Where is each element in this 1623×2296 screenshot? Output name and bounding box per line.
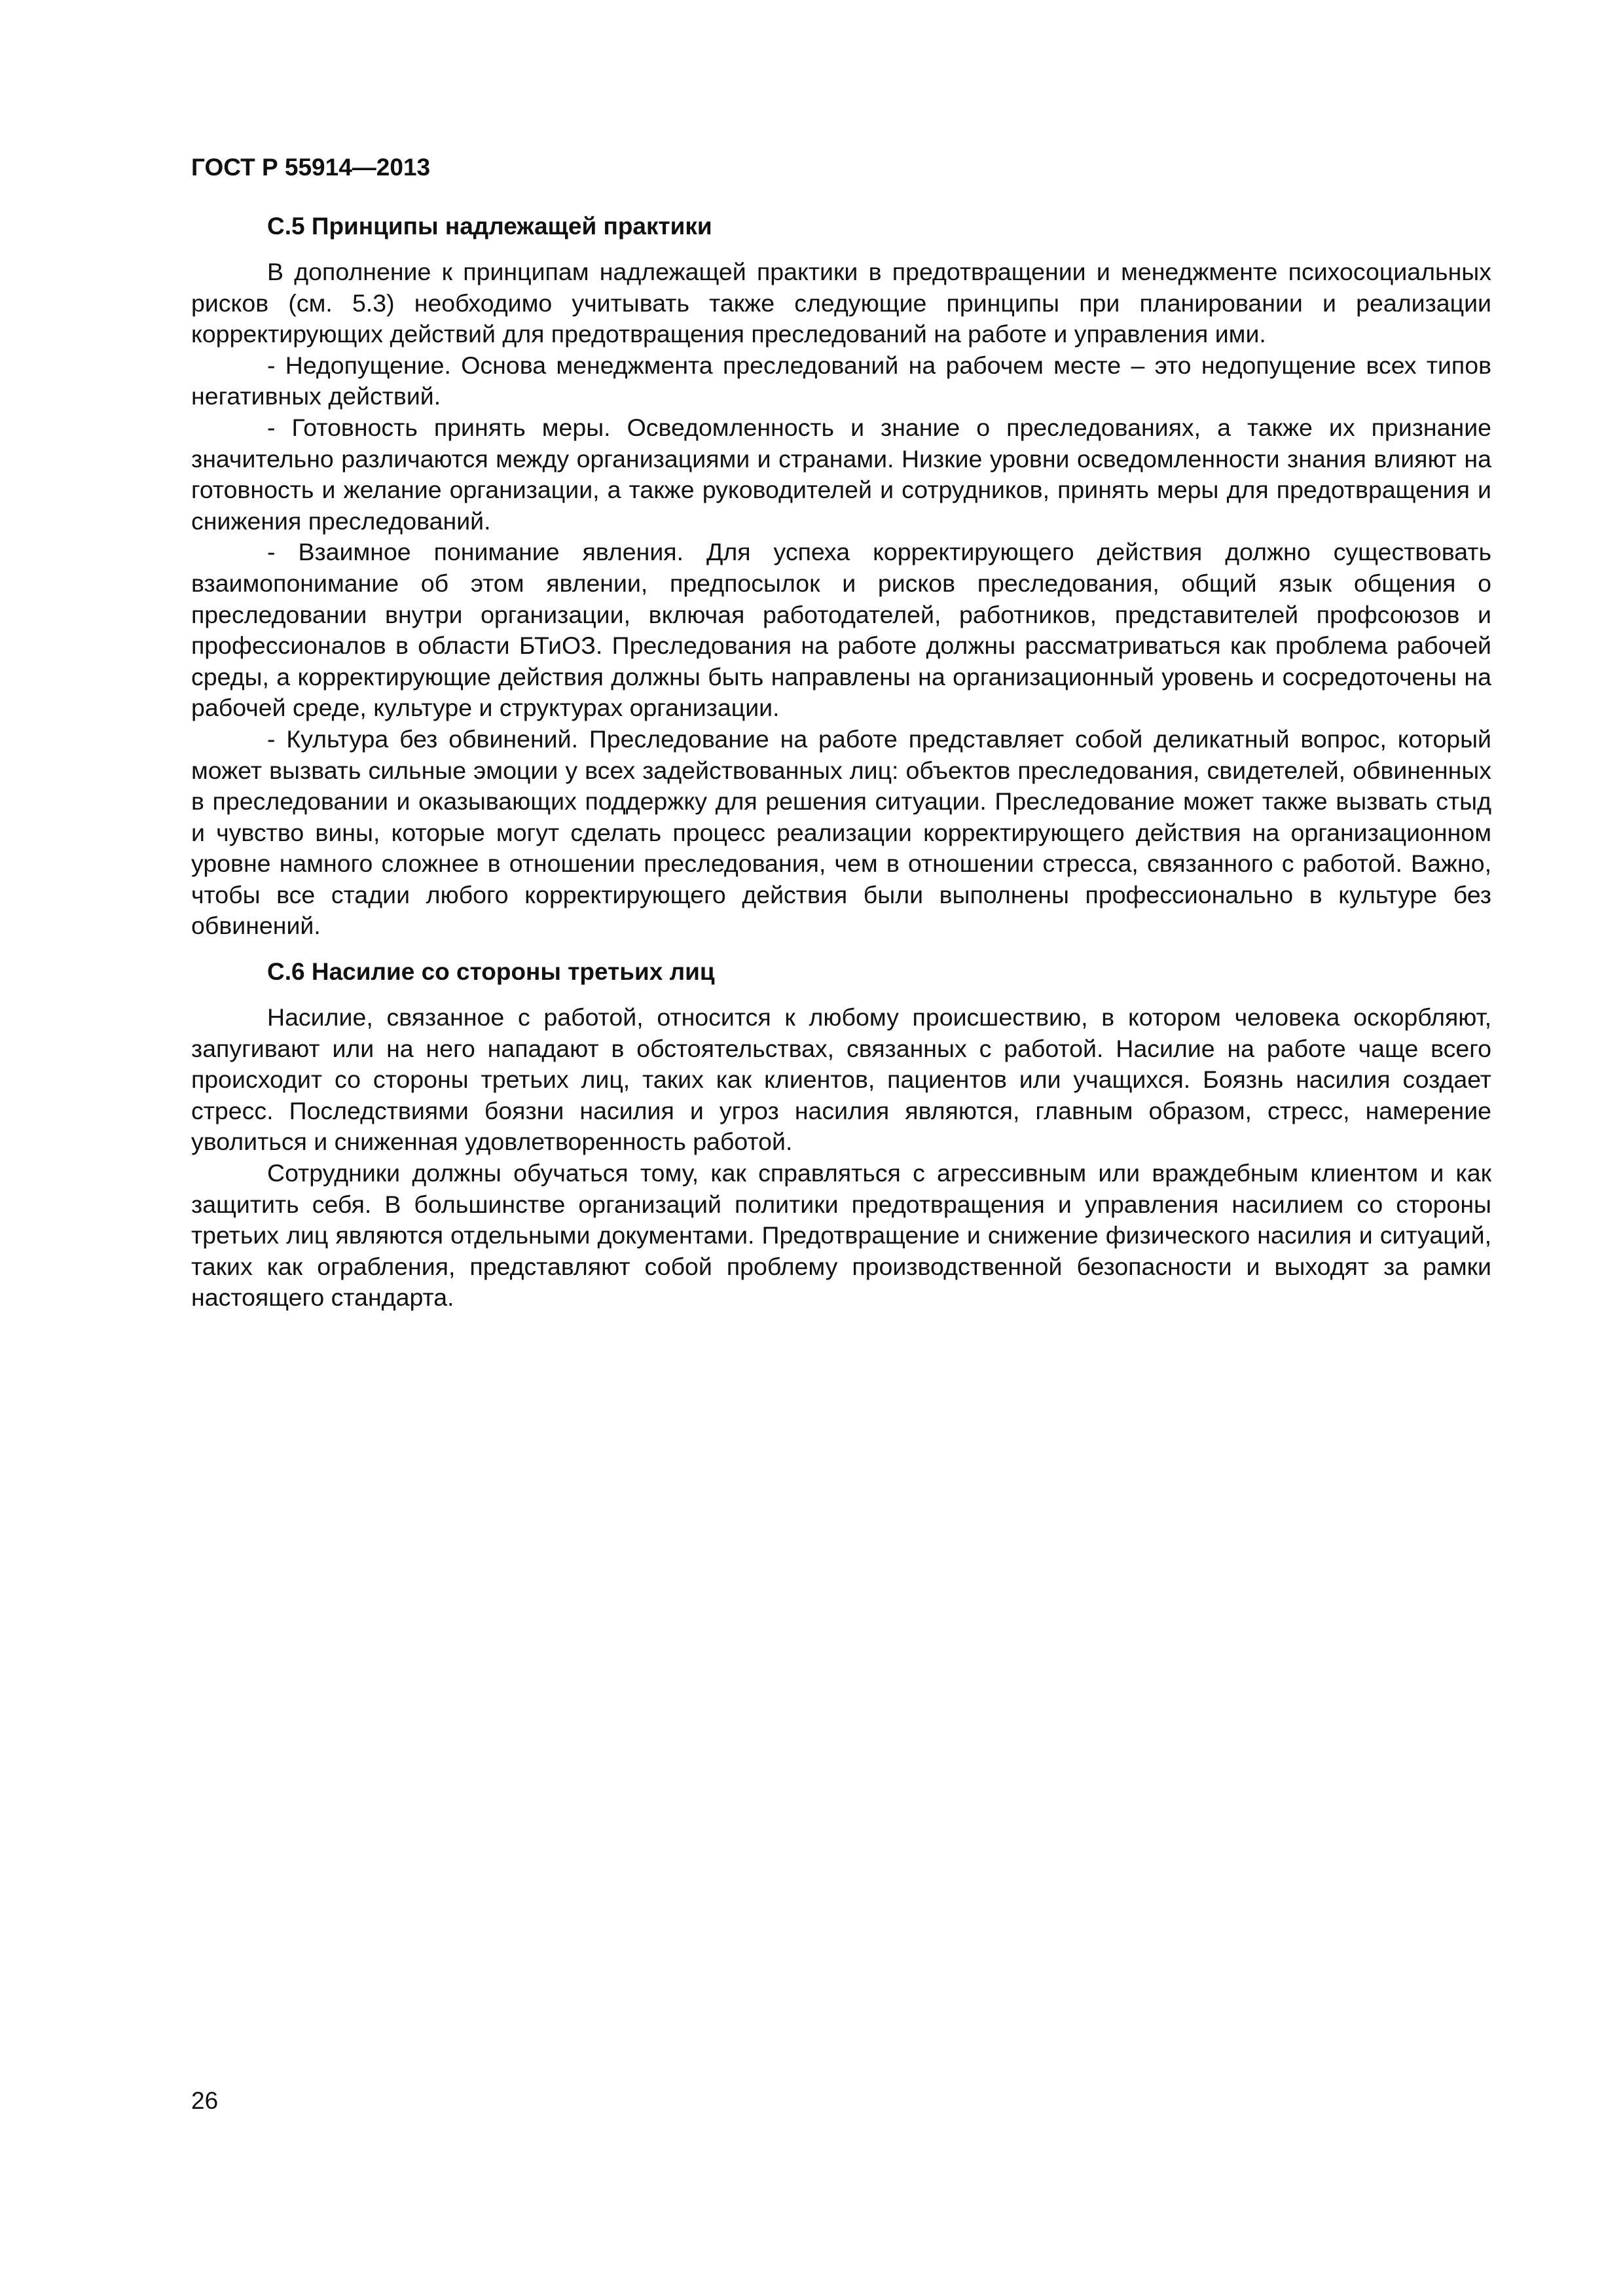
section-c5 — [191, 211, 1491, 942]
paragraph: В дополнение к принципам надлежащей практики в предотвращении и менеджменте психосоциальных рисков (см. 5.3) необходимо учитывать также следующие принципы при планировании и реализации корректирующих действий для предотвращения преследований на работе и управления ими. — [191, 258, 1491, 348]
page-number: 26 — [191, 2087, 219, 2114]
document-body — [191, 211, 1491, 1314]
section-heading: С.6 Насилие со стороны третьих лиц — [267, 958, 715, 986]
document-header: ГОСТ Р 55914—2013 — [191, 154, 431, 181]
paragraph: Насилие, связанное с работой, относится к любому происшествию, в котором человека оскорбляют, запугивают или на него нападают в обстоятельствах, связанных с работой. Насилие на работе чаще всего происходит со стороны третьих лиц, таких как клиентов, пациентов или учащихся. Боязнь насилия создает стресс. Последствиями боязни насилия и угроз насилия являются, главным образом, стресс, намерение уволиться и сниженная удовлетворенность работой. — [191, 1003, 1491, 1156]
section-c6 — [191, 956, 1491, 1314]
paragraph: - Культура без обвинений. Преследование на работе представляет собой деликатный вопрос, который может вызвать сильные эмоции у всех задействованных лиц: объектов преследования, свидетелей, обвиненных в преследовании и оказывающих поддержку для решения ситуации. Преследование может также вызвать стыд и чувство вины, которые могут сделать процесс реализации корректирующего действия на организационном уровне намного сложнее в отношении преследования, чем в отношении стресса, связанного с работой. Важно, чтобы все стадии любого корректирующего действия были выполнены профессионально в культуре без обвинений. — [191, 725, 1491, 940]
section-heading: С.5 Принципы надлежащей практики — [267, 213, 712, 240]
section-spacer — [191, 942, 1491, 956]
paragraph: Сотрудники должны обучаться тому, как справляться с агрессивным или враждебным клиентом и как защитить себя. В большинстве организаций политики предотвращения и управления насилием со стороны третьих лиц являются отдельными документами. Предотвращение и снижение физического насилия и ситуаций, таких как ограбления, представляют собой проблему производственной безопасности и выходят за рамки настоящего стандарта. — [191, 1159, 1491, 1312]
paragraph: - Готовность принять меры. Осведомленность и знание о преследованиях, а также их признание значительно различаются между организациями и странами. Низкие уровни осведомленности знания влияют на готовность и желание организации, а также руководителей и сотрудников, принять меры для предотвращения и снижения преследований. — [191, 413, 1491, 535]
paragraph: - Взаимное понимание явления. Для успеха корректирующего действия должно существовать взаимопонимание об этом явлении, предпосылок и рисков преследования, общий язык общения о преследовании внутри организации, включая работодателей, работников, представителей профсоюзов и профессионалов в области БТиОЗ. Преследования на работе должны рассматриваться как проблема рабочей среды, а корректирующие действия должны быть направлены на организационный уровень и сосредоточены на рабочей среде, культуре и структурах организации. — [191, 538, 1491, 722]
paragraph: - Недопущение. Основа менеджмента преследований на рабочем месте – это недопущение всех типов негативных действий. — [191, 351, 1491, 410]
